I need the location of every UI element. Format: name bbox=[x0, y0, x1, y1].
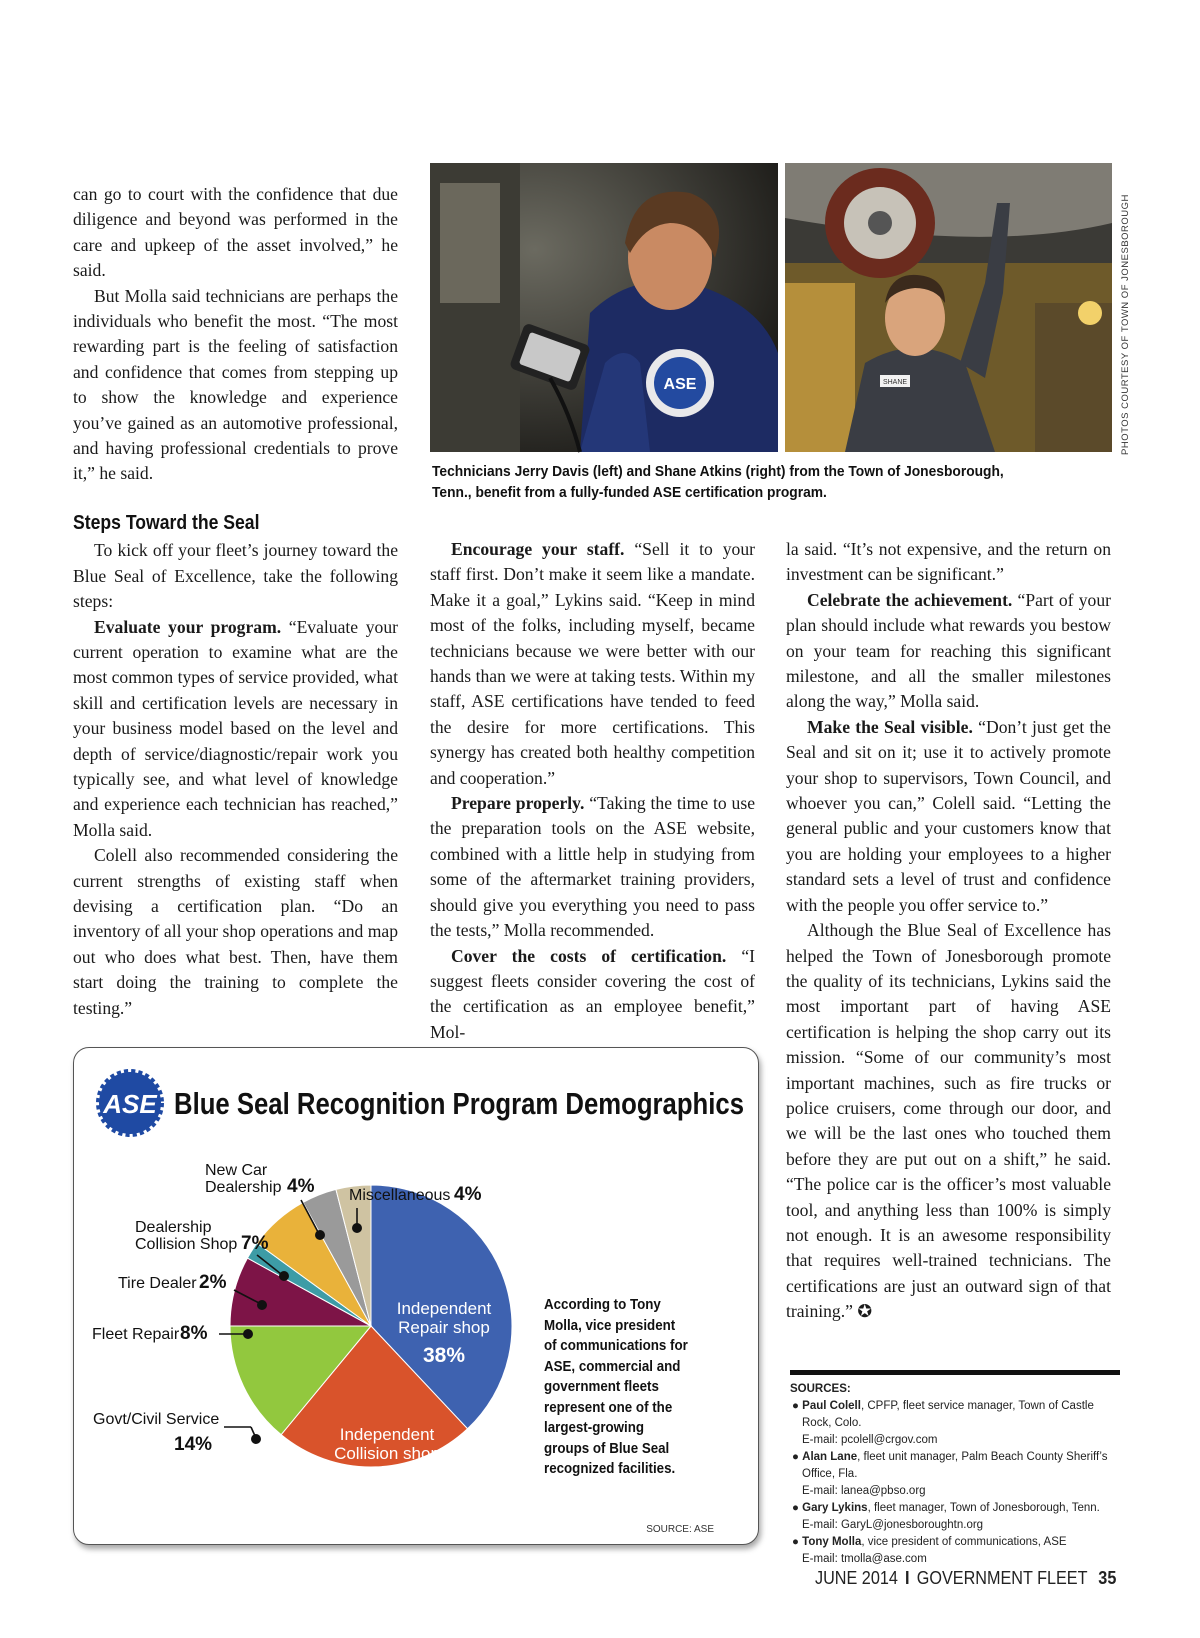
col3-paragraph: Although the Blue Seal of Excellence has helped the Town of Jonesborough promote the quality of its technicians, Lykins said the most important part of having ASE certification is helping the shop carry out its mission. “Some of our community’s most important machines, such as fire trucks or police cruisers, come through our door, and we will be the last ones who touched them before they are put out on a shift,” he said. “The police car is the officer’s most valuable tool, and anything less than 100% is simply not enough. It is an awesome responsibility that requires well-trained technicians. The certifications are just an outward sign of that training.” ✪ bbox=[786, 920, 1111, 1323]
label-fleet: Fleet Repair bbox=[92, 1326, 180, 1343]
ase-logo-text: ASE bbox=[103, 1089, 157, 1119]
label-tire: Tire Dealer bbox=[118, 1275, 197, 1292]
source-item: ● Alan Lane, fleet unit manager, Palm Beach County Sheriff’s Office, Fla. E-mail: lanea@pbso.org bbox=[792, 1451, 1108, 1497]
label-repair-line2: Repair shop bbox=[398, 1318, 490, 1337]
column-1 bbox=[73, 182, 398, 1021]
page-number: 35 bbox=[1098, 1568, 1117, 1588]
nametag-label: SHANE bbox=[882, 379, 908, 386]
value-misc: 4% bbox=[454, 1184, 482, 1205]
source-desc: , CPFP, fleet service manager, Town of Castle Rock, Colo. bbox=[802, 1400, 1094, 1429]
label-govt: Govt/Civil Service bbox=[93, 1411, 220, 1428]
source-item: ● Paul Colell, CPFP, fleet service manager, Town of Castle Rock, Colo. E-mail: pcolell@crgov.com bbox=[792, 1400, 1094, 1446]
value-govt: 14% bbox=[174, 1434, 213, 1455]
column-3 bbox=[786, 537, 1111, 1326]
lead-in-bold: Make the Seal visible. bbox=[807, 716, 973, 737]
label-collision-line2: Collision shop bbox=[334, 1444, 440, 1463]
photo-shane-atkins bbox=[785, 163, 1112, 452]
photo-jerry-davis bbox=[430, 163, 778, 452]
lead-in-bold: Prepare properly. bbox=[451, 793, 585, 814]
col2-paragraph: Cover the costs of certification. “I suggest fleets consider covering the cost of the certification as an employee benefit,” Mol- bbox=[430, 945, 755, 1042]
source-email[interactable]: E-mail: pcolell@crgov.com bbox=[802, 1434, 938, 1446]
label-misc: Miscellaneous bbox=[349, 1187, 451, 1204]
source-email[interactable]: E-mail: lanea@pbso.org bbox=[802, 1485, 926, 1497]
col3-paragraph: la said. “It’s not expensive, and the return on investment can be significant.” bbox=[786, 539, 1111, 585]
col1-paragraph: Colell also recommended considering the current strengths of existing staff when devising a certification plan. “Do an inventory of all your shop operations and map out who does what best. Then, have them start doing the training to complete the testing.” bbox=[73, 845, 398, 1018]
col3-paragraph: Celebrate the achievement. “Part of your plan should include what rewards you bestow on your team for reaching this significant milestone, and all the smaller milestones along the way,” Molla said. bbox=[786, 589, 1111, 712]
label-newcar-line1: New Car bbox=[205, 1162, 268, 1179]
value-repair: 38% bbox=[422, 1344, 466, 1367]
ase-logo bbox=[99, 1072, 161, 1134]
chart-box bbox=[73, 1047, 759, 1545]
label-repair-line1: Independent bbox=[396, 1299, 492, 1318]
chart-title: Blue Seal Recognition Program Demographics bbox=[174, 1086, 744, 1121]
source-desc: , vice president of communications, ASE bbox=[861, 1536, 1067, 1548]
sources-rule bbox=[790, 1370, 1120, 1375]
issue-date: JUNE 2014 bbox=[815, 1568, 898, 1588]
value-collision: 23% bbox=[365, 1469, 409, 1492]
end-mark-icon: ✪ bbox=[857, 1302, 873, 1323]
col2-paragraph: Prepare properly. “Taking the time to use the preparation tools on the ASE website, combined with a little help in studying from some of the aftermarket training providers, should give you everything you need to pass the tests,” Molla recommended. bbox=[430, 793, 756, 941]
chart-note: According to Tony Molla, vice president of communications for ASE, commercial and government fleets represent one of the largest-growing groups of Blue Seal recognized facilities. bbox=[544, 1297, 688, 1477]
value-tire: 2% bbox=[199, 1272, 227, 1293]
col1-paragraph: But Molla said technicians are perhaps the individuals who benefit the most. “The most rewarding part is the feeling of satisfaction and confidence that comes from stepping up to show the knowledge and experience you’ve gained as an automotive professional, and having professional credentials to prove it,” he said. bbox=[73, 285, 398, 484]
source-name: Tony Molla bbox=[802, 1536, 862, 1548]
chart-source: SOURCE: ASE bbox=[646, 1524, 714, 1535]
publication-name: GOVERNMENT FLEET bbox=[916, 1568, 1088, 1588]
label-newcar-line2: Dealership bbox=[205, 1179, 282, 1196]
sources-title: SOURCES: bbox=[790, 1383, 851, 1395]
col1-paragraph: To kick off your fleet’s journey toward the Blue Seal of Excellence, take the following steps: bbox=[73, 540, 398, 612]
pie-chart bbox=[74, 1048, 758, 1544]
lead-in-bold: Cover the costs of certification. bbox=[451, 945, 727, 966]
source-name: Paul Colell bbox=[802, 1400, 861, 1412]
value-fleet: 8% bbox=[180, 1323, 208, 1344]
col3-paragraph: Make the Seal visible. “Don’t just get the Seal and sit on it; use it to actively promote your shop to supervisors, Town Council, and whoever you can,” Colell said. “Letting the general public and your customers know that you are holding your employees to a higher standard sets a level of trust and confidence with the people you offer service to.” bbox=[786, 716, 1111, 915]
lead-in-bold: Encourage your staff. bbox=[451, 539, 625, 559]
col2-paragraph: Encourage your staff. “Sell it to your staff first. Don’t make it seem like a mandate. Make it a goal,” Lykins said. “Keep in mind most of the folks, including myself, became technicians because we were better with our hands than we were at taking tests. Within my staff, ASE certifications have tended to feed the desire for more certifications. This synergy has created both healthy competition and cooperation.” bbox=[430, 539, 755, 788]
photo-credit: PHOTOS COURTESY OF TOWN OF JONESBOROUGH bbox=[1120, 194, 1131, 455]
ase-patch-label: ASE bbox=[663, 376, 697, 393]
col1-paragraph: Evaluate your program. “Evaluate your current operation to examine what are the most common types of service provided, what skill and certification levels are necessary in your business model based on the level and depth of service/diagnostic/repair work you typically see, and what level of knowledge and experience each technician has reached,” Molla said. bbox=[73, 616, 398, 840]
photo-caption: Technicians Jerry Davis (left) and Shane Atkins (right) from the Town of Jonesborough, Tenn., benefit from a fully-funded ASE certification program. bbox=[432, 463, 1004, 501]
source-name: Alan Lane bbox=[802, 1451, 858, 1463]
source-item: ● Tony Molla, vice president of communications, ASE E-mail: tmolla@ase.com bbox=[792, 1536, 1067, 1565]
section-heading: Steps Toward the Seal bbox=[73, 511, 260, 534]
footer-separator: I bbox=[905, 1568, 910, 1588]
sources-box bbox=[790, 1370, 1120, 1568]
label-dealcoll-line1: Dealership bbox=[135, 1219, 212, 1236]
page-footer bbox=[815, 1568, 1116, 1589]
label-collision-line1: Independent bbox=[339, 1425, 435, 1444]
value-newcar: 4% bbox=[287, 1176, 315, 1197]
source-desc: , fleet manager, Town of Jonesborough, Tenn. bbox=[867, 1502, 1100, 1514]
col1-paragraph: can go to court with the confidence that due diligence and beyond was performed in the care and upkeep of the asset involved,” he said. bbox=[73, 184, 398, 281]
source-email[interactable]: E-mail: GaryL@jonesboroughtn.org bbox=[802, 1519, 984, 1531]
source-item: ● Gary Lykins, fleet manager, Town of Jonesborough, Tenn. E-mail: GaryL@jonesboroughtn.org bbox=[792, 1502, 1100, 1531]
value-dealcoll: 7% bbox=[241, 1233, 269, 1254]
lead-in-bold: Celebrate the achievement. bbox=[807, 589, 1013, 610]
source-email[interactable]: E-mail: tmolla@ase.com bbox=[802, 1553, 927, 1565]
source-name: Gary Lykins bbox=[802, 1502, 868, 1514]
column-2 bbox=[430, 537, 755, 1045]
source-desc: , fleet unit manager, Palm Beach County Sheriff’s Office, Fla. bbox=[802, 1451, 1108, 1480]
label-dealcoll-line2: Collision Shop bbox=[135, 1236, 238, 1253]
lead-in-bold: Evaluate your program. bbox=[94, 616, 282, 637]
